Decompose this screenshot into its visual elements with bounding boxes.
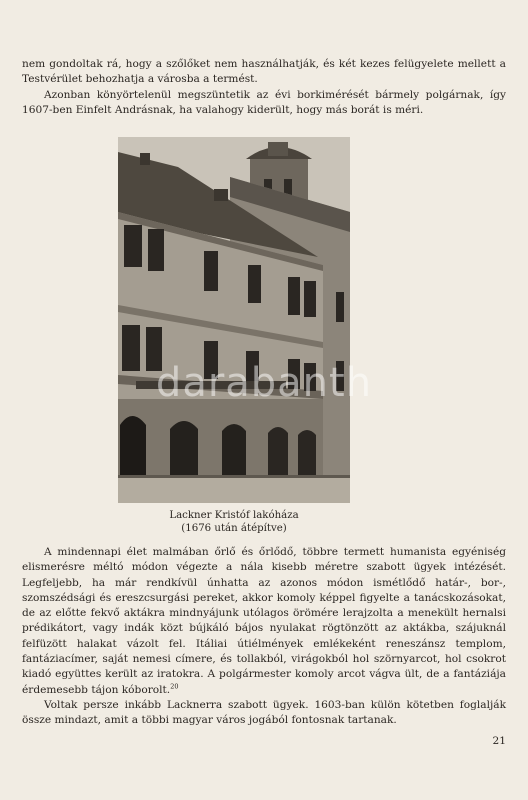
- paragraph-bottom-1-text: A mindennapi élet malmában őrlő és őrlődő, többre termett humanista egyéniség elismerésre méltó módon végezte a nála kisebb méretre szabott ügyek intézését. Legfeljebb, ha már rendkívül únhatta az azonos módon ismétlődő határ-, bor-, szomszédsági és ereszcsurgási pereket, akkor komoly képpel figyelte a tanácskozásokat, de az előtte fekvő aktákra mindnyájunk utólagos örömére lerajzolta a menekült hernalsi prédikátort, vagy indák közt bújkáló bájos nyulakat rögtönzött az aktákba, szájuknál felfüzött halakat vázolt fel. Itáliai útiélmények emlékeként reneszánsz templom, fantáziacímer, saját nemesi címere, és tollakból, virágokból hol szörnyarcot, hol csokrot kiadó együttes került az iratokra. A polgármester komoly arcot vágva ült, de a fantáziája érdemesebb tájon kóborolt.: [22, 546, 506, 696]
- top-text-block: [22, 57, 506, 118]
- house-photograph: [118, 137, 350, 503]
- bottom-text-block: [22, 545, 506, 729]
- figure-caption-subtitle: (1676 után átépítve): [181, 523, 287, 534]
- paragraph-top-2: Azonban könyörtelenül megszüntetik az évi borkimérését bármely polgárnak, így 1607-ben Einfelt Andrásnak, ha valahogy kiderült, hogy más borát is méri.: [22, 88, 506, 116]
- watermark: darabanth: [155, 360, 373, 406]
- figure-caption-title: Lackner Kristóf lakóháza: [169, 510, 299, 521]
- paragraph-top-1: nem gondoltak rá, hogy a szőlőket nem használhatják, és két kezes felügyelete mellett a Testvérület behozhatja a városba a termést.: [22, 58, 506, 86]
- paragraph-bottom-1: [22, 545, 506, 698]
- page-number: 21: [492, 735, 506, 747]
- paragraph-bottom-2: Voltak persze inkább Lacknerra szabott ügyek. 1603-ban külön kötetben foglalják össze mindazt, amit a többi magyar város jogából fontosnak tartanak.: [22, 698, 506, 727]
- footnote-marker: 20: [170, 682, 179, 691]
